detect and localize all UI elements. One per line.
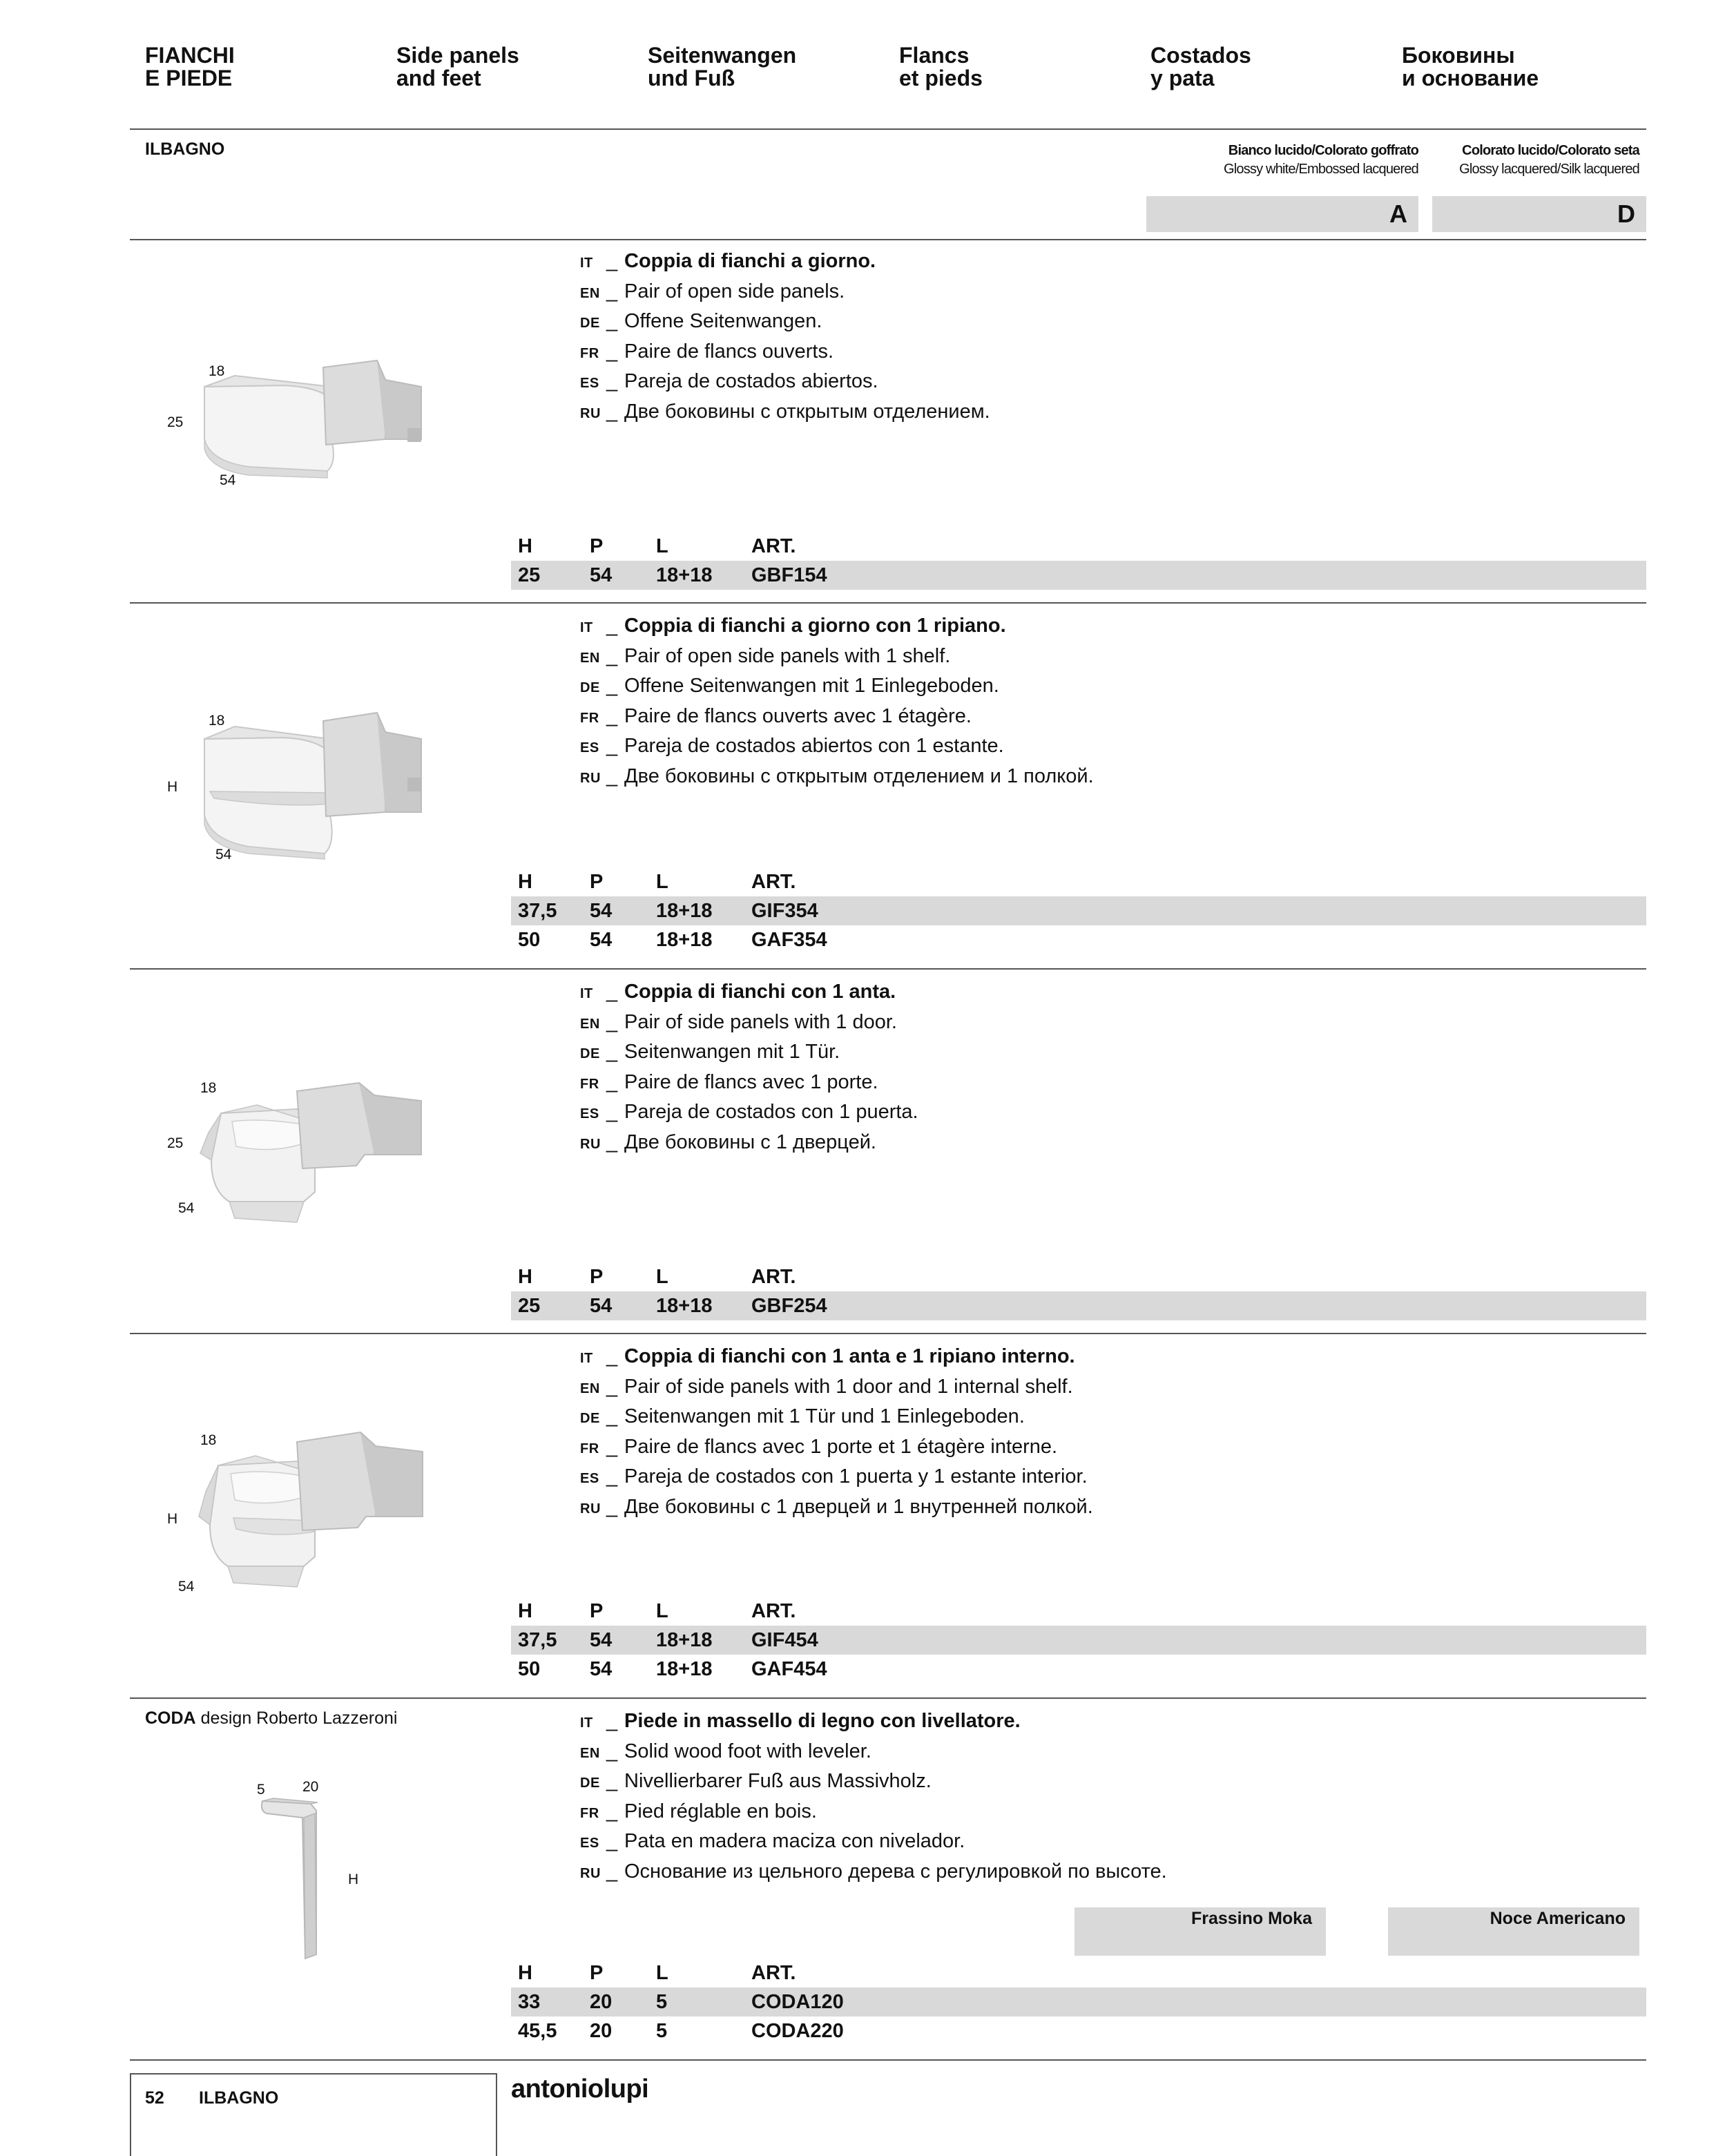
divider	[130, 128, 1646, 130]
table-row: 45,5 20 5 CODA220	[518, 2020, 844, 2042]
product-table	[511, 532, 1646, 590]
header-col-de: Seitenwangen und Fuß	[648, 43, 797, 90]
dimension-label: 25	[167, 1135, 184, 1151]
brand-logo: antoniolupi	[511, 2075, 649, 2104]
dimension-label: 18	[209, 363, 225, 379]
dimension-label: 54	[178, 1579, 195, 1595]
product-table	[511, 1597, 1646, 1684]
table-header: H P L ART.	[518, 1600, 796, 1622]
header-col-es: Costados y pata	[1150, 43, 1251, 90]
wood-finish-noce: Noce Americano	[1388, 1907, 1639, 1956]
collection-name: ILBAGNO	[145, 139, 225, 159]
table-row: 25 54 18+18 GBF254	[511, 1291, 1646, 1320]
table-header: H P L ART.	[518, 535, 796, 557]
table-row: 25 54 18+18 GBF154	[511, 561, 1646, 590]
divider	[130, 968, 1646, 970]
dimension-label: 18	[209, 713, 225, 729]
product-description: IT _ Coppia di fianchi con 1 anta e 1 ripiano interno. EN _ Pair of side panels with 1 door and 1 internal shelf. DE _ Seitenwangen mit 1 Tür und 1 Einlegeboden. FR _ Paire de flancs avec 1 porte et 1 étagère interne. ES _ Pareja de costados con 1 puerta y 1 estante interior. RU _ Две боковины с 1 дверцей и 1 внутренней полкой.	[580, 1345, 1093, 1518]
product-description: IT _ Coppia di fianchi a giorno. EN _ Pair of open side panels. DE _ Offene Seitenwangen. FR _ Paire de flancs ouverts. ES _ Pareja de costados abiertos. RU _ Две боковины с открытым отделением.	[580, 250, 990, 423]
designer-credit: CODA design Roberto Lazzeroni	[145, 1709, 398, 1728]
product-table	[511, 867, 1646, 954]
side-panels-shelf-illustration	[200, 711, 435, 863]
table-header: H P L ART.	[518, 1962, 796, 1984]
finish-label-a: Bianco lucido/Colorato goffrato Glossy white/Embossed lacquered	[1223, 143, 1418, 177]
footer-collection: ILBAGNO	[199, 2088, 279, 2108]
wood-finish-frassino: Frassino Moka	[1074, 1907, 1326, 1956]
table-header: H P L ART.	[518, 1266, 796, 1288]
product-description: IT _ Coppia di fianchi a giorno con 1 ripiano. EN _ Pair of open side panels with 1 shelf. DE _ Offene Seitenwangen mit 1 Einlegeboden. FR _ Paire de flancs ouverts avec 1 étagère. ES _ Pareja de costados abiertos con 1 estante. RU _ Две боковины с открытым отделением и 1 полкой.	[580, 615, 1094, 787]
header-col-ru: Боковины и основание	[1402, 43, 1539, 90]
dimension-label: 5	[257, 1782, 265, 1798]
table-row: 50 54 18+18 GAF454	[518, 1658, 827, 1680]
divider	[130, 239, 1646, 240]
table-row: 33 20 5 CODA120	[511, 1987, 1646, 2017]
footer-page-box	[130, 2073, 497, 2156]
dimension-label: 54	[178, 1200, 195, 1216]
dimension-label: 18	[200, 1080, 217, 1096]
table-header: H P L ART.	[518, 871, 796, 893]
product-table	[511, 1958, 1646, 2046]
side-panels-door-illustration	[193, 1077, 435, 1229]
divider	[130, 602, 1646, 604]
dimension-label: 25	[167, 414, 184, 430]
table-row: 50 54 18+18 GAF354	[518, 929, 827, 951]
side-panels-door-shelf-illustration	[191, 1428, 436, 1594]
dimension-label: 20	[302, 1779, 319, 1795]
dimension-label: 54	[215, 847, 232, 863]
dimension-label: H	[348, 1871, 359, 1887]
header-col-en: Side panels and feet	[396, 43, 519, 90]
table-row: 37,5 54 18+18 GIF454	[511, 1626, 1646, 1655]
divider	[130, 1697, 1646, 1699]
finish-code-a: A	[1146, 196, 1418, 232]
product-table	[511, 1262, 1646, 1320]
side-panels-open-illustration	[200, 359, 435, 483]
header-col-fr: Flancs et pieds	[899, 43, 983, 90]
header-col-it: FIANCHI E PIEDE	[145, 43, 235, 90]
dimension-label: H	[167, 1511, 178, 1527]
product-description: IT _ Coppia di fianchi con 1 anta. EN _ Pair of side panels with 1 door. DE _ Seitenwangen mit 1 Tür. FR _ Paire de flancs avec 1 porte. ES _ Pareja de costados con 1 puerta. RU _ Две боковины с 1 дверцей.	[580, 981, 918, 1153]
divider	[130, 1333, 1646, 1334]
dimension-label: 54	[220, 472, 236, 488]
divider	[130, 2059, 1646, 2061]
table-row: 37,5 54 18+18 GIF354	[511, 896, 1646, 925]
finish-code-d: D	[1432, 196, 1646, 232]
dimension-label: H	[167, 779, 178, 795]
wooden-foot-illustration	[256, 1796, 325, 1961]
page-number: 52	[145, 2088, 164, 2108]
product-description: IT _ Piede in massello di legno con livellatore. EN _ Solid wood foot with leveler. DE _ Nivellierbarer Fuß aus Massivholz. FR _ Pied réglable en bois. ES _ Pata en madera maciza con nivelador. RU _ Основание из цельного дерева с регулировкой по высоте.	[580, 1710, 1167, 1883]
dimension-label: 18	[200, 1432, 217, 1448]
finish-label-d: Colorato lucido/Colorato seta Glossy lacquered/Silk lacquered	[1459, 143, 1639, 177]
